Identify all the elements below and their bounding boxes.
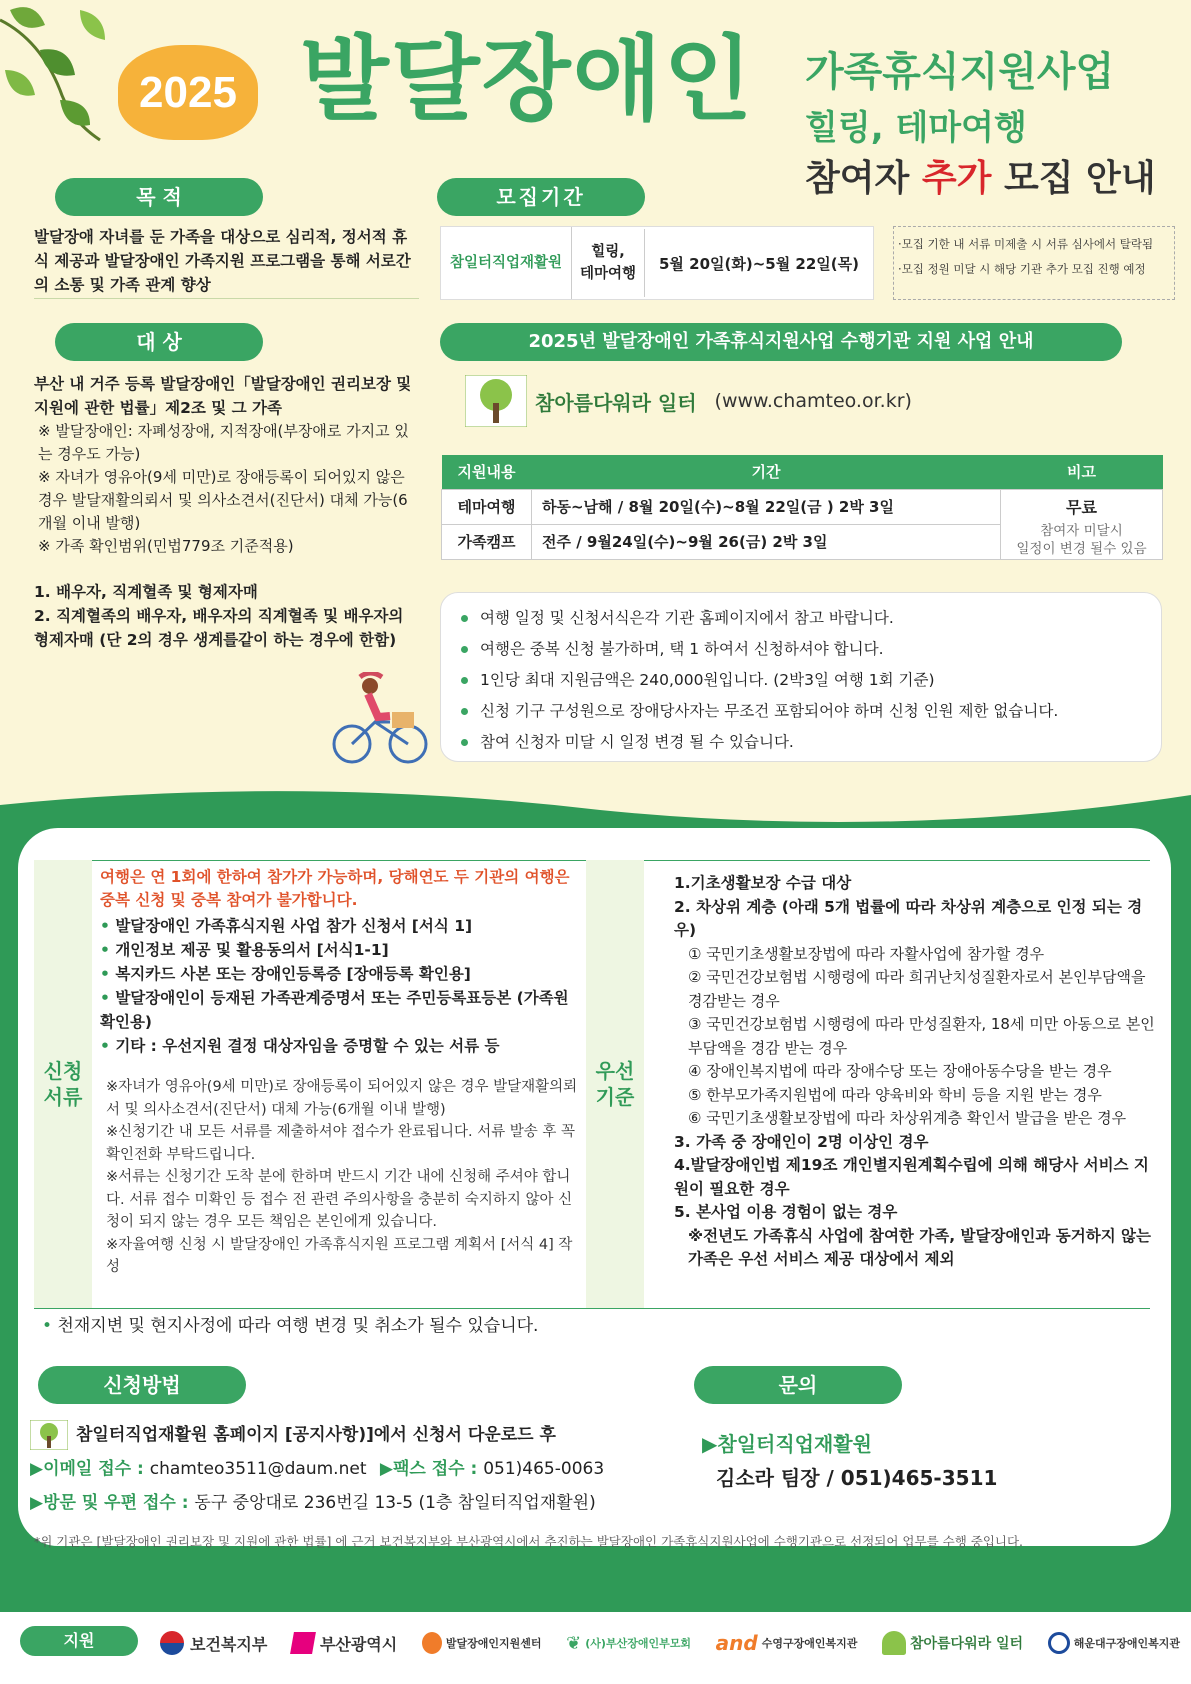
year-text: 2025: [139, 68, 237, 117]
list-item: 참여 신청자 미달 시 일정 변경 될 수 있습니다.: [461, 727, 1161, 758]
website-url[interactable]: (www.chamteo.or.kr): [714, 390, 912, 412]
logo-text: 참아름다워라 일터: [535, 390, 697, 415]
apply-visit: ▶방문 및 우편 접수 : 동구 중앙대로 236번길 13-5 (1층 참일터직업재활원): [30, 1493, 596, 1513]
cyclist-illustration: [330, 672, 430, 767]
sponsor-label: 지원: [20, 1626, 138, 1656]
priority-label-column: [586, 860, 644, 1308]
sponsor-mohw: 보건복지부: [160, 1631, 267, 1655]
tree-logo-icon: [465, 375, 527, 427]
list-item: 1인당 최대 지원금액은 240,000원입니다. (2박3일 여행 1회 기준): [461, 665, 1161, 696]
chamteo-logo: [465, 375, 912, 427]
col-header-period: 기간: [751, 463, 781, 482]
list-item: • 발달장애인이 등재된 가족관계증명서 또는 주민등록표등본 (가족원 확인용): [100, 989, 569, 1031]
docs-content: 여행은 연 1회에 한하여 참가가 가능하며, 당해연도 두 기관의 여행은 중복 신청 및 중복 참여가 불가합니다. • 발달장애인 가족휴식지원 사업 참가 신청서 [서식 1] • 개인정보 제공 및 활용동의서 [서식1-1] • 복지카드 사본 또는 장애인등록증 [장애등록 확인용] • 발달장애인이 등재된 가족관계증명서 또는 주민등록표등본 (가족원 확인용) • 기타 : 우선지원 결정 대상자임을 증명할 수 있는 서류 등 ※자녀가 영유아(9세 미만)로 장애등록이 되어있지 않은 경우 발달재활의뢰서 및 의사소견서(진단서) 대체 가능(6개월 이내 발행) ※신청기간 내 모든 서류를 제출하셔야 접수가 완료됩니다. 서류 발송 후 꼭 확인전화 부탁드립니다. ※서류는 신청기간 도착 분에 한하며 반드시 기간 내에 신청해 주셔야 합니다. 서류 접수 미확인 등 접수 전 관련 주의사항을 충분히 숙지하지 않아 신청이 되지 않는 경우 모든 책임은 본인에게 있습니다. ※자율여행 신청 시 발달장애인 가족휴식지원 프로그램 계획서 [서식 4] 작성: [100, 868, 578, 1275]
recruit-org: 참일터직업재활원: [441, 227, 572, 299]
footnote: *위 기관은 [발달장애인 권리보장 및 지원에 관한 법률] 에 근거 보건복지부와 부산광역시에서 추진하는 발달장애인 가족휴식지원사업에 수행기관으로 선정되어 업무를 수행 중입니다.: [34, 1534, 1024, 1549]
sponsor-busan: 부산광역시: [292, 1632, 397, 1655]
support-notes-box: [440, 592, 1162, 762]
sponsor-center: 발달장애인지원센터: [422, 1632, 542, 1654]
table-row: 가족캠프 전주 / 9월24일(수)~9월 26(금) 2박 3일: [442, 524, 1163, 559]
recruit-type: 힐링, 테마여행: [572, 229, 645, 297]
contact-heading: 문의: [694, 1366, 902, 1404]
support-table: [441, 455, 1163, 560]
purpose-divider: [34, 298, 419, 299]
apply-content: [30, 1418, 670, 1520]
recruit-period: 5월 20일(화)~5월 22일(목): [659, 254, 859, 273]
contact-person: 김소라 팀장 / 051)465-3511: [716, 1466, 998, 1490]
priority-content: 1.기초생활보장 수급 대상 2. 차상위 계층 (아래 5개 법률에 따라 차상위 계층으로 인정 되는 경우) ① 국민기초생활보장법에 따라 자활사업에 참가할 경우 ② 국민건강보험법 시행령에 따라 희귀난치성질환자로서 본인부담액을 경감받는 경우 ③ 국민건강보험법 시행령에 따라 만성질환자, 18세 미만 아동으로 본인부담액을 경감 받는 경우 ④ 장애인복지법에 따라 장애수당 또는 장애아동수당을 받는 경우 ⑤ 한부모가족지원법에 따라 양육비와 학비 등을 지원 받는 경우 ⑥ 국민기초생활보장법에 따라 차상위계층 확인서 발급을 받은 경우 3. 가족 중 장애인이 2명 이상인 경우 4.발달장애인법 제19조 개인별지원계획수립에 의해 해당사 서비스 지원이 필요한 경우 5. 본사업 이용 경험이 없는 경우 ※전년도 가족휴식 사업에 참여한 가족, 발달장애인과 동거하지 않는 가족은 우선 서비스 제공 대상에서 제외: [674, 874, 1155, 1268]
subtitle-theme: 힐링, 테마여행: [805, 108, 1027, 148]
sponsor-suyeong: and 수영구장애인복지관: [715, 1631, 858, 1655]
recruit-box: [440, 226, 874, 300]
parents-logo-icon: ❦: [566, 1632, 582, 1654]
docs-label: 신청 서류: [43, 1059, 83, 1109]
center-logo-icon: [422, 1632, 442, 1654]
note-change: 참여자 미달시 일정이 변경 될수 있음: [1016, 522, 1147, 557]
list-item: 여행은 중복 신청 불가하며, 택 1 하여서 신청하셔야 합니다.: [461, 634, 1161, 665]
sponsor-haeundae: 해운대구장애인복지관: [1048, 1632, 1180, 1654]
list-item: • 기타 : 우선지원 결정 대상자임을 증명할 수 있는 서류 등: [100, 1037, 500, 1055]
sponsor-logos: [160, 1626, 1180, 1660]
list-item: • 복지카드 사본 또는 장애인등록증 [장애등록 확인용]: [100, 965, 471, 983]
support-heading: 2025년 발달장애인 가족휴식지원사업 수행기관 지원 사업 안내: [440, 323, 1122, 361]
target-content: 부산 내 거주 등록 발달장애인「발달장애인 권리보장 및 지원에 관한 법률」제2조 및 그 가족 ※ 발달장애인: 자폐성장애, 지적장애(부장애로 가지고 있는 경우도 가능) ※ 자녀가 영유아(9세 미만)로 장애등록이 되어있지 않은 경우 발달재활의뢰서 및 의사소견서(진단서) 대체 가능(6개월 이내 발행) ※ 가족 확인범위(민법779조 기준적용) 1. 배우자, 직계혈족 및 형제자매 2. 직계혈족의 배우자, 배우자의 직계혈족 및 배우자의 형제자매 (단 2의 경우 생계를같이 하는 경우에 한함): [34, 375, 412, 649]
subtitle-recruit: 참여자 추가 모집 안내: [805, 158, 1156, 199]
and-logo-icon: and: [715, 1631, 758, 1655]
apply-step: 참일터직업재활원 홈페이지 [공지사항)]에서 신청서 다운로드 후: [76, 1425, 556, 1445]
sponsor-parents: ❦ (사)부산장애인부모회: [566, 1632, 691, 1654]
year-badge: [118, 45, 258, 140]
purpose-heading: 목 적: [55, 178, 263, 216]
list-item: • 발달장애인 가족휴식지원 사업 참가 신청서 [서식 1]: [100, 917, 473, 935]
taegeuk-icon: [160, 1631, 184, 1655]
subtitle-program: 가족휴식지원사업: [805, 49, 1115, 95]
recruit-notes: ·모집 기한 내 서류 미제출 시 서류 심사에서 탈락됨 ·모집 정원 미달 시 해당 기관 추가 모집 진행 예정: [893, 226, 1175, 300]
note-free: 무료: [1066, 497, 1097, 517]
list-item: 신청 기구 구성원으로 장애당사자는 무조건 포함되어야 하며 신청 인원 제한 없습니다.: [461, 696, 1161, 727]
col-header-note: 비고: [1067, 463, 1096, 482]
fax-number: 051)465-0063: [483, 1459, 605, 1479]
docs-label-column: [34, 860, 92, 1308]
target-heading: 대 상: [55, 323, 263, 361]
sponsor-chamteo: 참아름다워라 일터: [882, 1631, 1023, 1655]
recruit-heading: 모집기간: [437, 178, 645, 216]
apply-heading: 신청방법: [38, 1366, 246, 1404]
contact-org: ▶참일터직업재활원: [702, 1432, 872, 1456]
priority-label: 우선 기준: [595, 1059, 635, 1109]
list-item: • 개인정보 제공 및 활용동의서 [서식1-1]: [100, 941, 389, 959]
col-header-type: 지원내용: [457, 463, 516, 482]
main-title: 발달장애인: [300, 26, 755, 133]
docs-bottom-line: [34, 1308, 1150, 1309]
apply-email-fax: ▶이메일 접수 : chamteo3511@daum.net ▶팩스 접수 : 051)465-0063: [30, 1459, 605, 1479]
email-address[interactable]: chamteo3511@daum.net: [149, 1459, 367, 1479]
table-row: 테마여행 하동~남해 / 8월 20일(수)~8월 22일(금 ) 2박 3일 무료 참여자 미달시 일정이 변경 될수 있음: [442, 489, 1163, 524]
disaster-notice: • 천재지변 및 현지사정에 따라 여행 변경 및 취소가 될수 있습니다.: [42, 1316, 539, 1336]
chamteo-small-logo-icon: [30, 1420, 68, 1450]
docs-warning: 여행은 연 1회에 한하여 참가가 가능하며, 당해연도 두 기관의 여행은 중복 신청 및 중복 참여가 불가합니다.: [100, 868, 570, 909]
list-item: 여행 일정 및 신청서식은각 기관 홈페이지에서 참고 바랍니다.: [461, 603, 1161, 634]
busan-logo-icon: [290, 1632, 316, 1654]
haeundae-logo-icon: [1048, 1632, 1070, 1654]
tree-icon: [882, 1631, 906, 1655]
purpose-text: 발달장애 자녀를 둔 가족을 대상으로 심리적, 정서적 휴식 제공과 발달장애인 가족지원 프로그램을 통해 서로간의 소통 및 가족 관계 향상: [34, 228, 411, 294]
